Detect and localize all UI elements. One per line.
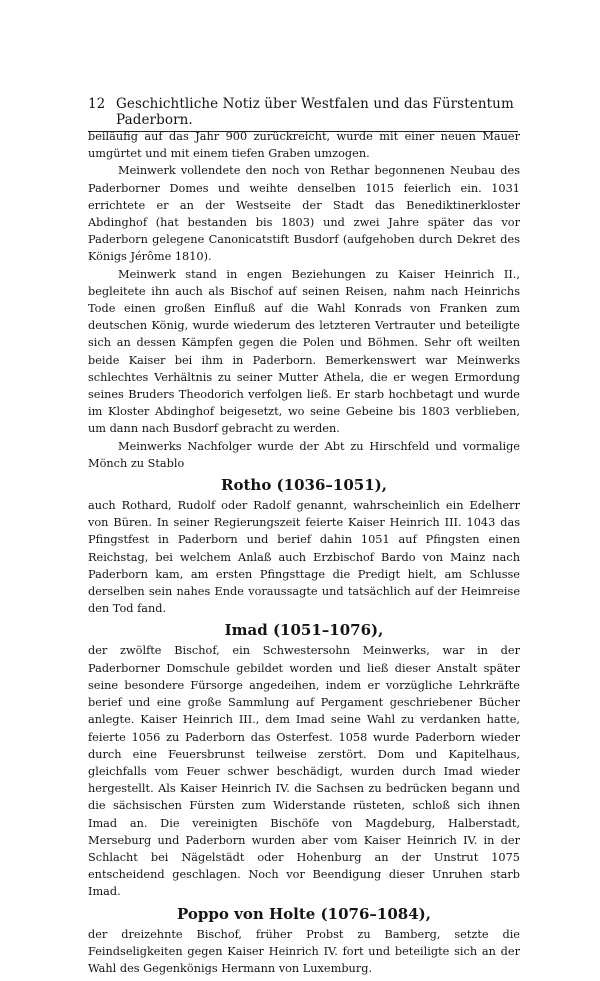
paragraph: beiläufig auf das Jahr 900 zurückreicht, wurde mit einer neuen Mauer umgürtet und mit einem tiefen Graben umzogen.: [88, 130, 520, 161]
paragraph: Meinwerks Nachfolger wurde der Abt zu Hirschfeld und vormalige Mönch zu Stablo: [88, 439, 520, 470]
running-header: [88, 96, 518, 132]
body-text: [88, 128, 520, 977]
section-heading-imad: Imad (1051–1076),: [224, 621, 384, 640]
page-number: 12: [88, 96, 106, 112]
paragraph: Meinwerk vollendete den noch von Rethar begonnenen Neubau des Paderborner Domes und weihte denselben 1015 feierlich ein. 1031 errichtete er an der Westseite der Stadt das Benediktinerkloster Abdinghof (hat bestanden bis 1803) und zwei Jahre später das vor Paderborn gelegene Canonicatstift Busdorf (aufgehoben durch Dekret des Königs Jérôme 1810).: [88, 164, 520, 264]
section-text-rotho: auch Rothard, Rudolf oder Radolf genannt, wahrscheinlich ein Edelherr von Büren. In seiner Regierungszeit feierte Kaiser Heinrich III. 1043 das Pfingstfest in Paderborn und berief dahin 1051 auf Pfingsten einen Reichstag, bei welchem Anlaß auch Erzbischof Bardo von Mainz nach Paderborn kam, am ersten Pfingsttage die Predigt hielt, am Schlusse derselben sein nahes Ende voraussagte und tatsächlich auf der Heimreise den Tod fand.: [88, 499, 520, 616]
section-text-imad: der zwölfte Bischof, ein Schwestersohn Meinwerks, war in der Paderborner Domschule gebildet worden und ließ dieser Anstalt später seine besondere Fürsorge angedeihen, indem er vorzügliche Lehrkräfte berief und eine große Sammlung auf Pergament geschriebener Bücher anlegte. Kaiser Heinrich III., dem Imad seine Wahl zu verdanken hatte, feierte 1056 zu Paderborn das Osterfest. 1058 wurde Paderborn wieder durch eine Feuersbrunst teilweise zerstört. Dom und Kapitelhaus, gleichfalls vom Feuer schwer beschädigt, wurden durch Imad wieder hergestellt. Als Kaiser Heinrich IV. die Sachsen zu bedrücken begann und die sächsischen Fürsten zum Widerstande rüsteten, schloß sich ihnen Imad an. Die vereinigten Bischöfe von Magdeburg, Halberstadt, Merseburg und Paderborn wurden aber vom Kaiser Heinrich IV. in der Schlacht bei Nägelstädt oder Hohenburg an der Unstrut 1075 entscheidend geschlagen. Noch vor Beendigung dieser Unruhen starb Imad.: [88, 644, 520, 899]
running-title: Geschichtliche Notiz über Westfalen und das Fürstentum Paderborn.: [116, 96, 514, 128]
paragraph: Meinwerk stand in engen Beziehungen zu Kaiser Heinrich II., begleitete ihn auch als Bischof auf seinen Reisen, nahm nach Heinrichs Tode einen großen Einfluß auf die Wahl Konrads von Franken zum deutschen König, wurde wiederum des letzteren Vertrauter und beteiligte sich an dessen Kämpfen gegen die Polen und Böhmen. Sehr oft weilten beide Kaiser bei ihm in Paderborn. Bemerkenswert war Meinwerks schlechtes Verhältnis zu seiner Mutter Athela, die er wegen Ermordung seines Bruders Theodorich verfolgen ließ. Er starb hochbetagt und wurde im Kloster Abdinghof beigesetzt, wo seine Gebeine bis 1803 verblieben, um dann nach Busdorf gebracht zu werden.: [88, 267, 520, 436]
section-heading-poppo: Poppo von Holte (1076–1084),: [177, 904, 431, 923]
section-text-poppo: der dreizehnte Bischof, früher Probst zu Bamberg, setzte die Feindseligkeiten gegen Kaiser Heinrich IV. fort und beteiligte sich an der Wahl des Gegenkönigs Hermann von Luxemburg.: [88, 927, 520, 975]
section-heading-rotho: Rotho (1036–1051),: [221, 476, 387, 495]
